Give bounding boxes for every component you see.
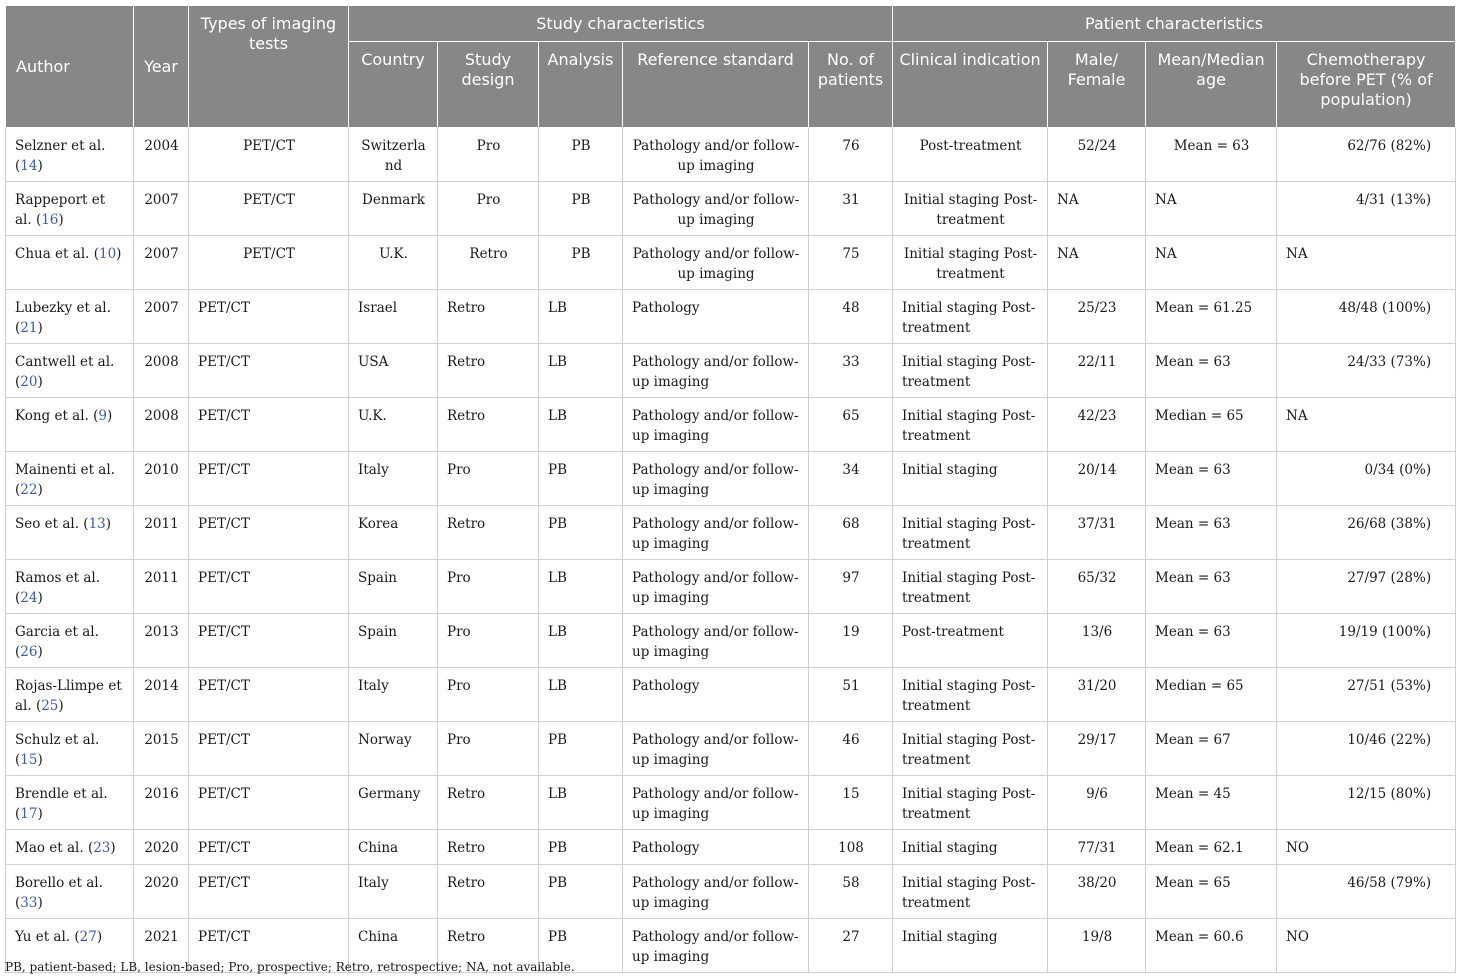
cell-author: [6, 614, 134, 668]
cell-year: 2011: [134, 560, 189, 614]
table-row: [6, 614, 1456, 668]
cell-year: 2015: [134, 722, 189, 776]
cell-sex: 38/20: [1048, 865, 1146, 919]
cell-test: PET/CT: [189, 668, 349, 722]
cell-analysis: PB: [539, 128, 623, 182]
cell-npatients: 65: [809, 398, 893, 452]
cell-country: USA: [349, 344, 438, 398]
reference-close-paren: ): [37, 644, 43, 660]
cell-reference: Pathology and/or follow-up imaging: [623, 865, 809, 919]
header-year: Year: [134, 6, 189, 128]
cell-test: PET/CT: [189, 614, 349, 668]
cell-indication: Post-treatment: [893, 614, 1048, 668]
cell-country: U.K.: [349, 398, 438, 452]
cell-year: 2007: [134, 182, 189, 236]
cell-npatients: 48: [809, 290, 893, 344]
cell-reference: Pathology and/or follow-up imaging: [623, 560, 809, 614]
author-name: Rojas-Llimpe et al. (: [15, 678, 122, 714]
cell-year: 2014: [134, 668, 189, 722]
cell-indication: Initial staging Post-treatment: [893, 344, 1048, 398]
reference-link[interactable]: 26: [20, 644, 38, 660]
cell-age: Mean = 63: [1146, 344, 1277, 398]
cell-npatients: 27: [809, 919, 893, 973]
table-header: [6, 6, 1456, 128]
cell-indication: Initial staging Post-treatment: [893, 560, 1048, 614]
cell-age: Mean = 45: [1146, 776, 1277, 830]
cell-npatients: 58: [809, 865, 893, 919]
cell-indication: Initial staging Post-treatment: [893, 236, 1048, 290]
reference-close-paren: ): [37, 752, 43, 768]
cell-country: U.K.: [349, 236, 438, 290]
cell-test: PET/CT: [189, 128, 349, 182]
cell-test: PET/CT: [189, 452, 349, 506]
author-name: Seo et al. (: [15, 516, 89, 532]
cell-design: Pro: [438, 182, 539, 236]
cell-reference: Pathology and/or follow-up imaging: [623, 398, 809, 452]
cell-npatients: 97: [809, 560, 893, 614]
reference-close-paren: ): [37, 806, 43, 822]
cell-chemo: 4/31 (13%): [1277, 182, 1456, 236]
cell-analysis: PB: [539, 919, 623, 973]
reference-close-paren: ): [58, 698, 64, 714]
cell-npatients: 19: [809, 614, 893, 668]
author-name: Kong et al. (: [15, 408, 99, 424]
cell-sex: 9/6: [1048, 776, 1146, 830]
cell-year: 2010: [134, 452, 189, 506]
cell-analysis: LB: [539, 398, 623, 452]
cell-sex: 52/24: [1048, 128, 1146, 182]
author-name: Rappeport et al. (: [15, 192, 106, 228]
cell-design: Retro: [438, 506, 539, 560]
cell-reference: Pathology and/or follow-up imaging: [623, 776, 809, 830]
cell-reference: Pathology and/or follow-up imaging: [623, 506, 809, 560]
cell-reference: Pathology: [623, 668, 809, 722]
author-name: Ramos et al. (: [15, 570, 101, 606]
cell-indication: Initial staging Post-treatment: [893, 668, 1048, 722]
header-age: Mean/Median age: [1146, 42, 1277, 128]
table-row: [6, 182, 1456, 236]
cell-sex: 19/8: [1048, 919, 1146, 973]
author-name: Chua et al. (: [15, 246, 99, 262]
cell-sex: 29/17: [1048, 722, 1146, 776]
cell-sex: 42/23: [1048, 398, 1146, 452]
cell-test: PET/CT: [189, 560, 349, 614]
cell-test: PET/CT: [189, 830, 349, 865]
cell-author: [6, 560, 134, 614]
cell-test: PET/CT: [189, 236, 349, 290]
cell-year: 2021: [134, 919, 189, 973]
reference-link[interactable]: 16: [41, 212, 59, 228]
reference-link[interactable]: 24: [20, 590, 38, 606]
author-name: Selzner et al. (: [15, 138, 106, 174]
cell-country: Spain: [349, 560, 438, 614]
cell-age: Mean = 63: [1146, 614, 1277, 668]
table-row: [6, 668, 1456, 722]
author-name: Lubezky et al. (: [15, 300, 111, 336]
cell-chemo: 19/19 (100%): [1277, 614, 1456, 668]
table-row: [6, 506, 1456, 560]
reference-link[interactable]: 25: [41, 698, 59, 714]
cell-analysis: LB: [539, 668, 623, 722]
reference-close-paren: ): [107, 408, 113, 424]
cell-sex: 65/32: [1048, 560, 1146, 614]
cell-reference: Pathology and/or follow-up imaging: [623, 452, 809, 506]
reference-close-paren: ): [116, 246, 122, 262]
reference-link[interactable]: 9: [98, 408, 107, 424]
cell-reference: Pathology: [623, 290, 809, 344]
cell-indication: Initial staging Post-treatment: [893, 506, 1048, 560]
author-name: Brendle et al. (: [15, 786, 108, 822]
header-indication: Clinical indication: [893, 42, 1048, 128]
reference-link[interactable]: 23: [93, 840, 111, 856]
cell-test: PET/CT: [189, 290, 349, 344]
cell-npatients: 68: [809, 506, 893, 560]
cell-design: Pro: [438, 128, 539, 182]
cell-chemo: 48/48 (100%): [1277, 290, 1456, 344]
cell-year: 2007: [134, 290, 189, 344]
cell-npatients: 51: [809, 668, 893, 722]
cell-sex: NA: [1048, 182, 1146, 236]
cell-year: 2004: [134, 128, 189, 182]
reference-link[interactable]: 27: [79, 929, 97, 945]
cell-country: Korea: [349, 506, 438, 560]
cell-age: Mean = 63: [1146, 128, 1277, 182]
cell-reference: Pathology and/or follow-up imaging: [623, 236, 809, 290]
cell-design: Pro: [438, 722, 539, 776]
table-row: [6, 830, 1456, 865]
cell-analysis: LB: [539, 290, 623, 344]
table-row: [6, 128, 1456, 182]
cell-reference: Pathology and/or follow-up imaging: [623, 344, 809, 398]
table-container: [5, 5, 1455, 973]
cell-design: Retro: [438, 865, 539, 919]
cell-test: PET/CT: [189, 919, 349, 973]
cell-country: Italy: [349, 865, 438, 919]
cell-reference: Pathology and/or follow-up imaging: [623, 614, 809, 668]
cell-year: 2008: [134, 398, 189, 452]
cell-analysis: PB: [539, 236, 623, 290]
cell-design: Pro: [438, 668, 539, 722]
cell-analysis: LB: [539, 776, 623, 830]
author-name: Garcia et al. (: [15, 624, 99, 660]
reference-link[interactable]: 22: [20, 482, 38, 498]
table-row: [6, 236, 1456, 290]
header-analysis: Analysis: [539, 42, 623, 128]
cell-chemo: NA: [1277, 236, 1456, 290]
table-row: [6, 560, 1456, 614]
cell-reference: Pathology and/or follow-up imaging: [623, 722, 809, 776]
cell-year: 2013: [134, 614, 189, 668]
reference-close-paren: ): [37, 374, 43, 390]
cell-analysis: PB: [539, 830, 623, 865]
cell-year: 2016: [134, 776, 189, 830]
cell-design: Retro: [438, 919, 539, 973]
cell-sex: 20/14: [1048, 452, 1146, 506]
cell-indication: Initial staging Post-treatment: [893, 398, 1048, 452]
header-design: Study design: [438, 42, 539, 128]
cell-country: Israel: [349, 290, 438, 344]
cell-country: Spain: [349, 614, 438, 668]
cell-author: [6, 182, 134, 236]
cell-design: Pro: [438, 452, 539, 506]
header-npatients: No. of patients: [809, 42, 893, 128]
cell-indication: Initial staging Post-treatment: [893, 865, 1048, 919]
cell-age: Mean = 63: [1146, 452, 1277, 506]
cell-chemo: 10/46 (22%): [1277, 722, 1456, 776]
cell-author: [6, 290, 134, 344]
cell-indication: Initial staging: [893, 919, 1048, 973]
cell-year: 2020: [134, 865, 189, 919]
cell-author: [6, 776, 134, 830]
cell-indication: Initial staging Post-treatment: [893, 722, 1048, 776]
cell-design: Pro: [438, 560, 539, 614]
table-footnote: PB, patient-based; LB, lesion-based; Pro, prospective; Retro, retrospective; NA, not available.: [5, 960, 575, 974]
cell-test: PET/CT: [189, 344, 349, 398]
cell-indication: Post-treatment: [893, 128, 1048, 182]
cell-chemo: NA: [1277, 398, 1456, 452]
cell-sex: NA: [1048, 236, 1146, 290]
cell-age: Mean = 62.1: [1146, 830, 1277, 865]
cell-author: [6, 236, 134, 290]
cell-author: [6, 452, 134, 506]
cell-npatients: 31: [809, 182, 893, 236]
cell-design: Retro: [438, 344, 539, 398]
cell-country: Italy: [349, 452, 438, 506]
cell-chemo: 26/68 (38%): [1277, 506, 1456, 560]
cell-design: Retro: [438, 236, 539, 290]
cell-year: 2008: [134, 344, 189, 398]
cell-reference: Pathology and/or follow-up imaging: [623, 919, 809, 973]
cell-country: Germany: [349, 776, 438, 830]
cell-age: Mean = 61.25: [1146, 290, 1277, 344]
cell-design: Retro: [438, 290, 539, 344]
cell-test: PET/CT: [189, 182, 349, 236]
cell-chemo: 46/58 (79%): [1277, 865, 1456, 919]
cell-indication: Initial staging: [893, 452, 1048, 506]
cell-indication: Initial staging: [893, 830, 1048, 865]
cell-design: Retro: [438, 830, 539, 865]
cell-author: [6, 344, 134, 398]
cell-analysis: PB: [539, 722, 623, 776]
cell-sex: 31/20: [1048, 668, 1146, 722]
cell-chemo: 27/97 (28%): [1277, 560, 1456, 614]
cell-npatients: 46: [809, 722, 893, 776]
cell-design: Pro: [438, 614, 539, 668]
table-body: [6, 128, 1456, 973]
cell-sex: 25/23: [1048, 290, 1146, 344]
cell-reference: Pathology and/or follow-up imaging: [623, 182, 809, 236]
cell-analysis: PB: [539, 865, 623, 919]
cell-chemo: NO: [1277, 919, 1456, 973]
header-chemo: Chemotherapy before PET (% of population): [1277, 42, 1456, 128]
cell-indication: Initial staging Post-treatment: [893, 776, 1048, 830]
table-row: [6, 398, 1456, 452]
reference-link[interactable]: 15: [20, 752, 38, 768]
cell-age: NA: [1146, 182, 1277, 236]
header-reference: Reference standard: [623, 42, 809, 128]
cell-chemo: 27/51 (53%): [1277, 668, 1456, 722]
table-row: [6, 344, 1456, 398]
cell-npatients: 15: [809, 776, 893, 830]
cell-analysis: LB: [539, 614, 623, 668]
header-study-group: Study characteristics: [349, 6, 893, 42]
cell-analysis: LB: [539, 560, 623, 614]
author-name: Borello et al. (: [15, 875, 103, 911]
reference-link[interactable]: 13: [88, 516, 106, 532]
cell-npatients: 75: [809, 236, 893, 290]
cell-reference: Pathology and/or follow-up imaging: [623, 128, 809, 182]
cell-chemo: 12/15 (80%): [1277, 776, 1456, 830]
cell-npatients: 33: [809, 344, 893, 398]
cell-analysis: PB: [539, 182, 623, 236]
cell-analysis: PB: [539, 506, 623, 560]
cell-author: [6, 830, 134, 865]
cell-country: China: [349, 919, 438, 973]
cell-year: 2020: [134, 830, 189, 865]
reference-link[interactable]: 20: [20, 374, 38, 390]
reference-close-paren: ): [37, 895, 43, 911]
study-characteristics-table: [5, 5, 1456, 973]
cell-author: [6, 865, 134, 919]
cell-npatients: 76: [809, 128, 893, 182]
reference-close-paren: ): [37, 320, 43, 336]
reference-link[interactable]: 10: [98, 246, 117, 262]
cell-analysis: LB: [539, 344, 623, 398]
cell-author: [6, 128, 134, 182]
cell-sex: 13/6: [1048, 614, 1146, 668]
reference-close-paren: ): [37, 590, 43, 606]
author-name: Yu et al. (: [15, 929, 80, 945]
cell-test: PET/CT: [189, 398, 349, 452]
cell-chemo: 0/34 (0%): [1277, 452, 1456, 506]
cell-test: PET/CT: [189, 722, 349, 776]
cell-country: Switzerland: [349, 128, 438, 182]
cell-age: NA: [1146, 236, 1277, 290]
table-row: [6, 865, 1456, 919]
header-author: Author: [6, 6, 134, 128]
cell-test: PET/CT: [189, 776, 349, 830]
reference-close-paren: ): [96, 929, 103, 945]
cell-sex: 22/11: [1048, 344, 1146, 398]
header-patient-group: Patient characteristics: [893, 6, 1456, 42]
cell-age: Median = 65: [1146, 668, 1277, 722]
reference-link[interactable]: 17: [20, 806, 38, 822]
cell-indication: Initial staging Post-treatment: [893, 182, 1048, 236]
cell-npatients: 108: [809, 830, 893, 865]
table-row: [6, 722, 1456, 776]
cell-sex: 37/31: [1048, 506, 1146, 560]
cell-reference: Pathology: [623, 830, 809, 865]
reference-close-paren: ): [110, 840, 116, 856]
author-name: Mainenti et al. (: [15, 462, 115, 498]
cell-indication: Initial staging Post-treatment: [893, 290, 1048, 344]
cell-test: PET/CT: [189, 865, 349, 919]
reference-link[interactable]: 33: [20, 895, 38, 911]
reference-link[interactable]: 14: [20, 158, 38, 174]
reference-close-paren: ): [105, 516, 112, 532]
header-types: Types of imaging tests: [189, 6, 349, 128]
cell-year: 2011: [134, 506, 189, 560]
cell-analysis: PB: [539, 452, 623, 506]
table-row: [6, 776, 1456, 830]
cell-age: Median = 65: [1146, 398, 1277, 452]
header-country: Country: [349, 42, 438, 128]
header-sex: Male/ Female: [1048, 42, 1146, 128]
cell-chemo: 24/33 (73%): [1277, 344, 1456, 398]
cell-age: Mean = 63: [1146, 560, 1277, 614]
cell-author: [6, 398, 134, 452]
table-row: [6, 452, 1456, 506]
reference-close-paren: ): [37, 482, 43, 498]
cell-author: [6, 506, 134, 560]
cell-age: Mean = 67: [1146, 722, 1277, 776]
cell-age: Mean = 65: [1146, 865, 1277, 919]
cell-design: Retro: [438, 776, 539, 830]
author-name: Mao et al. (: [15, 840, 94, 856]
cell-sex: 77/31: [1048, 830, 1146, 865]
reference-close-paren: ): [58, 212, 64, 228]
cell-country: Denmark: [349, 182, 438, 236]
cell-author: [6, 668, 134, 722]
cell-test: PET/CT: [189, 506, 349, 560]
cell-design: Retro: [438, 398, 539, 452]
cell-country: Italy: [349, 668, 438, 722]
author-name: Cantwell et al. (: [15, 354, 115, 390]
author-name: Schulz et al. (: [15, 732, 100, 768]
cell-npatients: 34: [809, 452, 893, 506]
reference-link[interactable]: 21: [20, 320, 38, 336]
cell-country: Norway: [349, 722, 438, 776]
cell-age: Mean = 60.6: [1146, 919, 1277, 973]
table-row: [6, 290, 1456, 344]
cell-chemo: NO: [1277, 830, 1456, 865]
cell-age: Mean = 63: [1146, 506, 1277, 560]
cell-year: 2007: [134, 236, 189, 290]
reference-close-paren: ): [37, 158, 43, 174]
cell-chemo: 62/76 (82%): [1277, 128, 1456, 182]
cell-country: China: [349, 830, 438, 865]
cell-author: [6, 722, 134, 776]
